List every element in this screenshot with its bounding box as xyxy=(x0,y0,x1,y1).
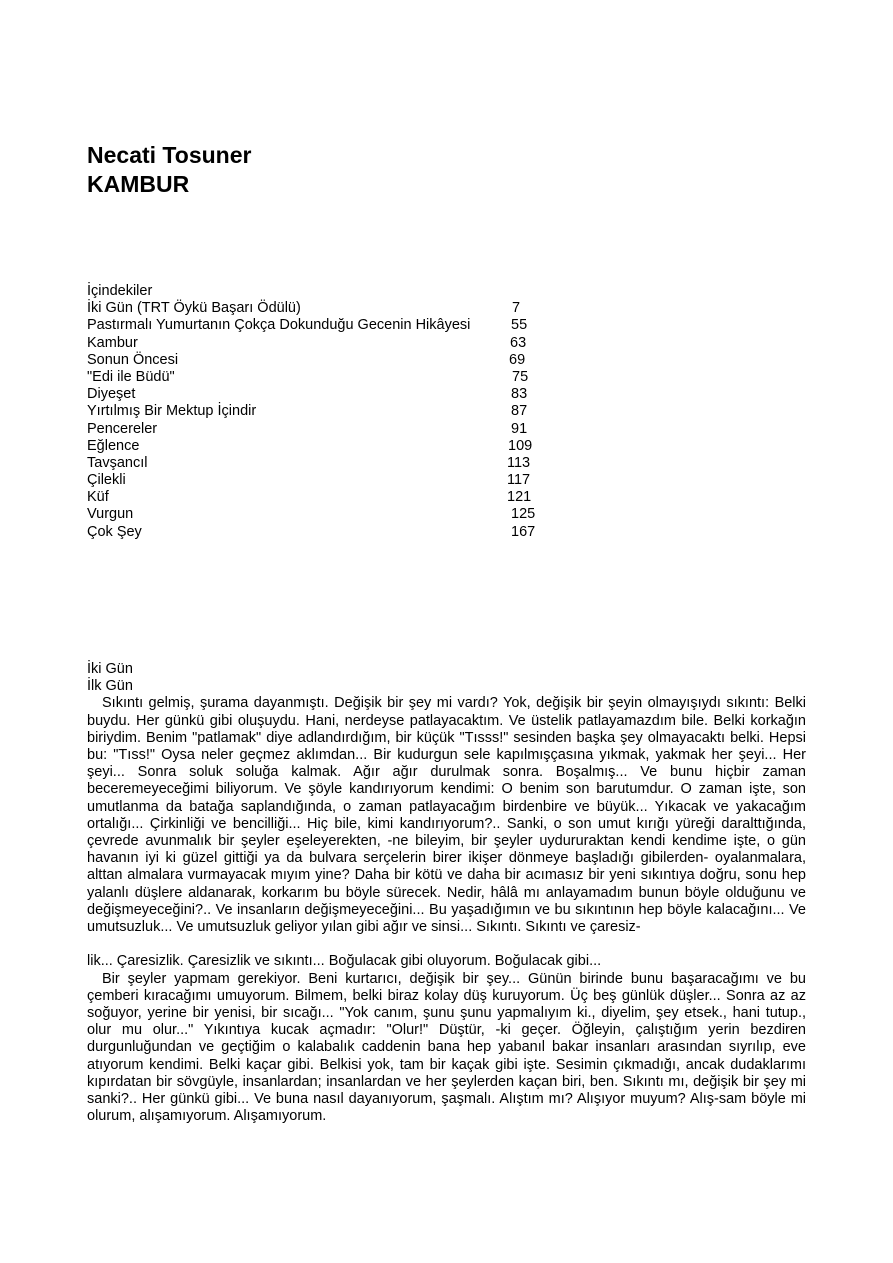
toc-entry xyxy=(87,386,557,403)
toc-entry xyxy=(87,403,557,420)
story-paragraph: Bir şeyler yapmam gerekiyor. Beni kurtarıcı, değişik bir şey... Günün birinde bunu başaracağımı ve bu çemberi kıracağımı umuyorum. Bilmem, belki biraz kolay düş kuruyorum. Üç beş günlük düşler... Sonra az az soğuyor, yerine bir yenisi, bir sıcağı... "Yok canım, şunu şunu yapmalıyım ki., diyelim, şey etsek., hani tutup., olur mu olur..." Yıkıntıya kucak açmadır: "Olur!" Düştür, -ki geçer. Öğleyin, çalıştığım yerin bezdiren durgunluğundan ve geçtiğim o kalabalık caddenin bana hep yabanıl bakar insanları arasından sıyrılıp, eve atıyorum kendimi. Belki kaçar gibi. Belkisi yok, tam bir kaçak gibi işte. Sesimin çıkmadığı, ancak dudaklarımı kıpırdatan bir sövgüyle, insanlardan; insanlardan ve her şeylerden kaçan biri, ben. Sıkıntı mı, değişik bir şey mi sanki?.. Her günkü gibi... Ve buna nasıl dayanıyorum, şaşmalı. Alıştım mı? Alışıyor muyum? Alış-sam böyle mi olurum, alışamıyorum. Alışamıyorum. xyxy=(87,970,806,1125)
toc-entry xyxy=(87,524,557,541)
toc-entry xyxy=(87,506,557,523)
toc-entry-title: Eğlence xyxy=(87,437,140,454)
toc-entry xyxy=(87,472,557,489)
toc-heading: İçindekiler xyxy=(87,283,153,299)
toc-entry-page: 109 xyxy=(508,437,533,454)
toc-entry-title: Çilekli xyxy=(87,472,126,489)
author-name: Necati Tosuner xyxy=(87,142,252,168)
toc-entry-title: Tavşancıl xyxy=(87,454,148,471)
toc-entry xyxy=(87,455,557,472)
toc-entry-title: Diyeşet xyxy=(87,386,136,403)
toc-entry xyxy=(87,352,557,369)
book-title: KAMBUR xyxy=(87,171,190,197)
toc-entry xyxy=(87,489,557,506)
toc-entry-title: "Edi ile Büdü" xyxy=(87,368,175,385)
toc-entry xyxy=(87,317,557,334)
toc-entry-title: Küf xyxy=(87,489,109,506)
toc-entry-page: 75 xyxy=(512,368,529,385)
toc-list xyxy=(87,300,557,541)
toc-entry-page: 113 xyxy=(507,454,531,471)
toc-entry-page: 87 xyxy=(511,403,528,420)
toc-entry-page: 167 xyxy=(511,523,536,540)
toc-entry-page: 63 xyxy=(510,334,527,351)
toc-entry-page: 69 xyxy=(509,351,526,368)
toc-entry-title: Sonun Öncesi xyxy=(87,351,179,368)
toc-entry-title: Pencereler xyxy=(87,420,158,437)
table-of-contents xyxy=(87,283,557,541)
toc-entry-page: 55 xyxy=(511,317,528,334)
toc-entry xyxy=(87,438,557,455)
title-block xyxy=(87,141,251,199)
toc-entry-page: 121 xyxy=(507,489,532,506)
toc-entry xyxy=(87,369,557,386)
toc-entry-page: 91 xyxy=(511,420,528,437)
story-section xyxy=(87,661,806,1125)
toc-entry-title: Yırtılmış Bir Mektup İçindir xyxy=(87,403,257,420)
story-paragraph: lik... Çaresizlik. Çaresizlik ve sıkıntı... Boğulacak gibi oluyorum. Boğulacak gibi... xyxy=(87,953,602,970)
toc-entry-title: Pastırmalı Yumurtanın Çokça Dokunduğu Gecenin Hikâyesi xyxy=(87,317,471,334)
story-title: İki Gün xyxy=(87,661,133,677)
toc-entry-title: Çok Şey xyxy=(87,523,142,540)
toc-entry-page: 83 xyxy=(511,386,528,403)
toc-entry-title: Kambur xyxy=(87,334,138,351)
toc-entry-page: 125 xyxy=(511,506,536,523)
paragraph-gap xyxy=(87,936,806,953)
toc-entry-title: Vurgun xyxy=(87,506,134,523)
toc-entry xyxy=(87,335,557,352)
story-paragraph: Sıkıntı gelmiş, şurama dayanmıştı. Değişik bir şey mi vardı? Yok, değişik bir şeyin olmayışıydı sıkıntı: Belki buydu. Her günkü gibi oluşuydu. Hani, nerdeyse patlayacaktım. Ve üstelik patlayamazdım bile. Belki korkağın biriydim. Benim "patlamak" diye adlandırdığım, bir küçük "Tısss!" sesinden başka şey olmayacaktı belki. Hepsi bu: "Tıss!" Oysa neler geçmez aklımdan... Bir kudurgun sele kapılmışçasına yıkmak, yakmak her şeyi... Her şeyi... Sonra soluk soluğa kalmak. Ağır ağır durulmak sonra. Boşalmış... Ve bunu hiçbir zaman beceremeyeceğimi biliyorum. Ve şöyle kandırıyorum kendimi: O benim son barutumdur. O zaman işte, son umutlanma da batağa saplandığında, o zaman patlayacağım birdenbire ve büyük... Yıkacak ve yakacağım ortalığı... Çirkinliği ve bencilliği... Hiç bile, kimi kandırıyorum?.. Sanki, o son umut kırığı yüreği daralttığında, çevrede avunmalık bir şeyler eşeleyerekten, -ne bileyim, bir şeyler uydururaktan kendi kendime işte, o gün havanın iyi ki güzel gittiği ya da bulvara serçelerin birer ikişer dönmeye başladığı gibilerden- oyalanmalara, alttan almalara vurmayacak mıyım yine? Daha bir kötü ve daha bir acımasız bir yeni sıkıntıya doğru, sonu hep yalanlı düşlere aldanarak, korkarım bu böyle sürecek. Nedir, hâlâ mı anlayamadım bunun böyle olduğunu ve değişmeyeceğini?.. Ve insanların değişmeyeceğini... Bu yaşadığımın ve bu sıkıntının hep böyle kalacağını... Ve umutsuzluk... Ve umutsuzluk geliyor yılan gibi ağır ve sinsi... Sıkıntı. Sıkıntı ve çaresiz- xyxy=(87,695,806,936)
toc-entry-page: 7 xyxy=(512,300,521,317)
toc-entry xyxy=(87,300,557,317)
toc-entry xyxy=(87,421,557,438)
toc-entry-title: İki Gün (TRT Öykü Başarı Ödülü) xyxy=(87,300,301,317)
toc-entry-page: 117 xyxy=(507,472,531,489)
story-subtitle: İlk Gün xyxy=(87,678,133,695)
